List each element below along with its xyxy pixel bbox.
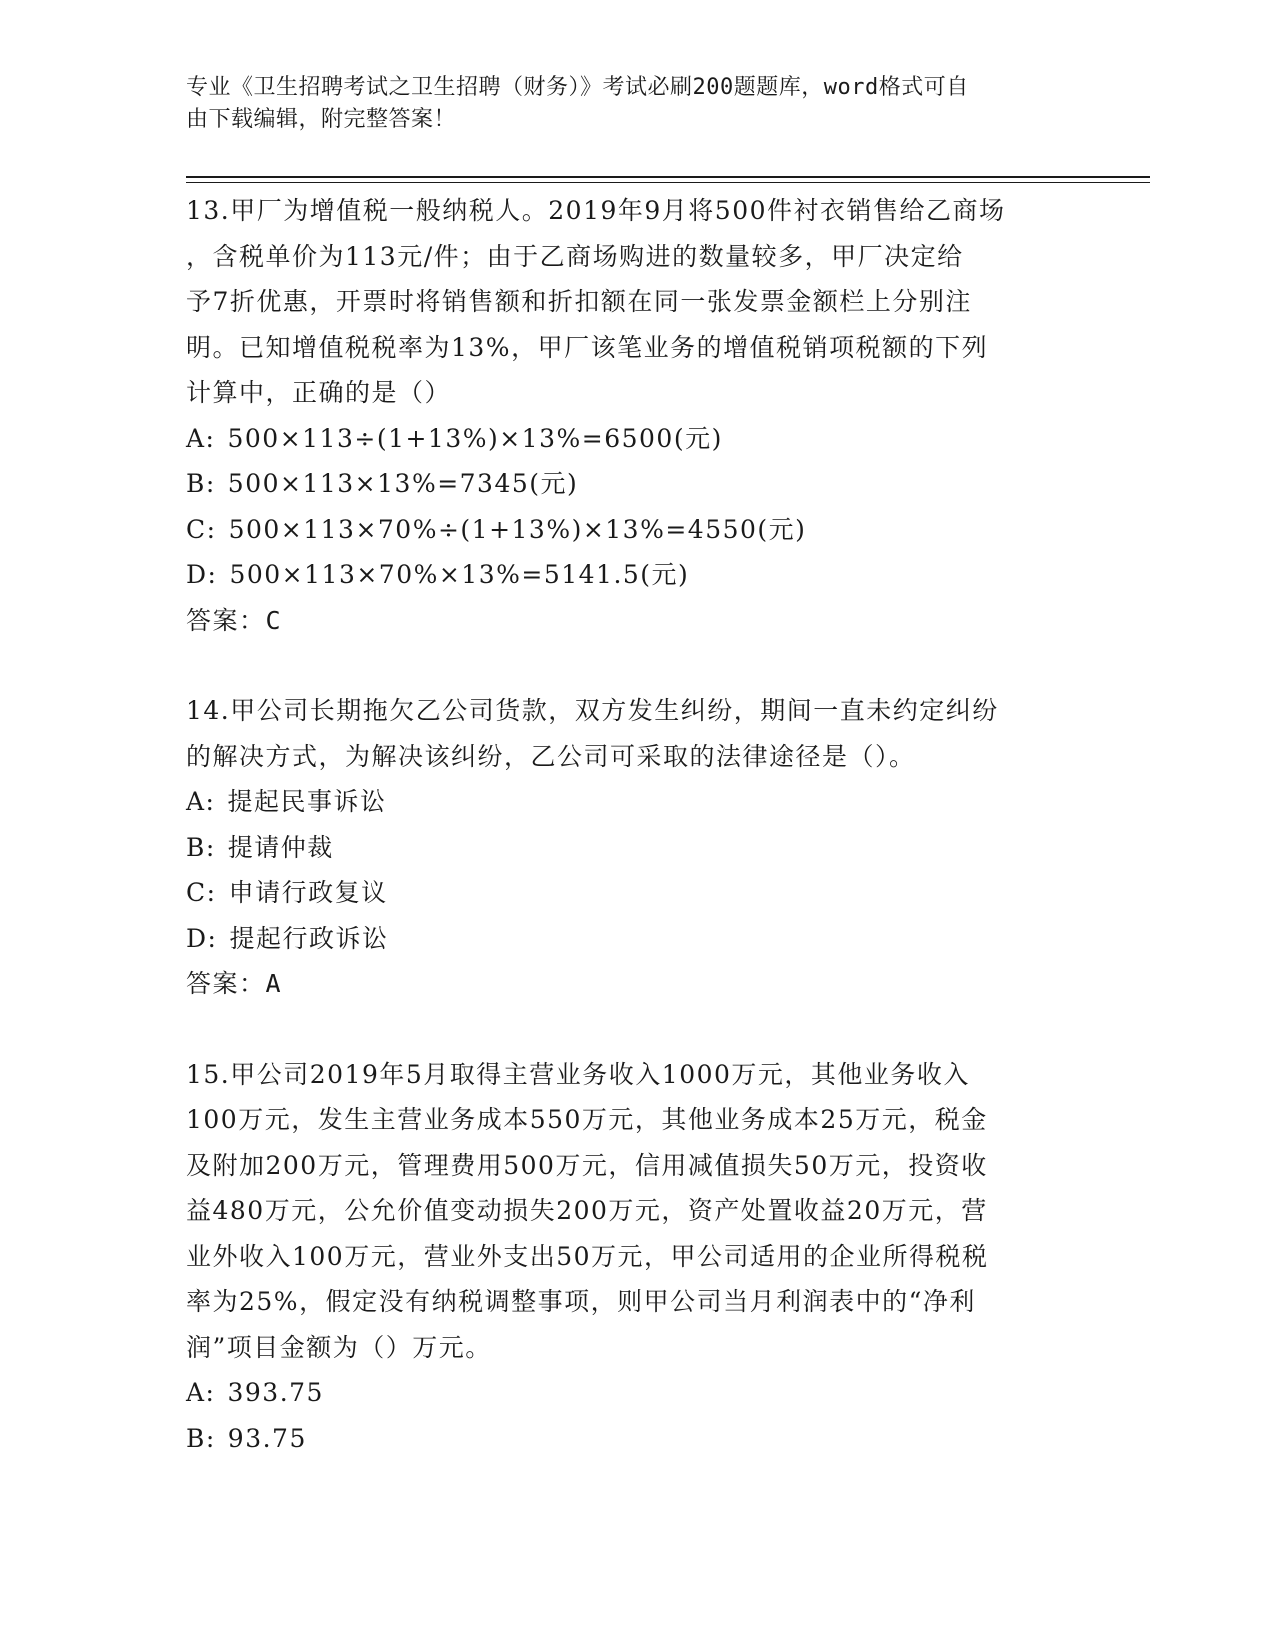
question-text-line: 100万元，发生主营业务成本550万元，其他业务成本25万元，税金: [186, 1105, 988, 1134]
option-c: [186, 870, 1086, 916]
question-text-line: 的解决方式，为解决该纠纷，乙公司可采取的法律途径是（）。: [186, 741, 916, 771]
option-letter: B:: [186, 469, 216, 498]
option-letter: C:: [186, 878, 217, 907]
option-c: [186, 507, 1086, 553]
option-text: 提起民事诉讼: [227, 787, 387, 816]
option-text: 提起行政诉讼: [229, 923, 389, 953]
option-letter: B:: [186, 832, 216, 862]
option-letter: A:: [186, 787, 216, 816]
answer-13: 答案：C: [186, 605, 283, 635]
header-divider-thick: [186, 176, 1150, 178]
question-text-line: 润”项目金额为（）万元。: [186, 1332, 492, 1362]
header-line-1: 专业《卫生招聘考试之卫生招聘（财务）》考试必刷200题题库，word格式可自: [186, 75, 969, 100]
option-d: [186, 552, 1086, 598]
answer-14: 答案：A: [186, 969, 283, 998]
option-b: [186, 461, 1086, 507]
question-14: [186, 688, 1086, 1007]
option-text: 提请仲裁: [227, 832, 334, 862]
option-d: [186, 916, 1086, 962]
option-text: 393.75: [227, 1378, 324, 1407]
option-b: [186, 1416, 1086, 1462]
header-line-2: 由下载编辑，附完整答案！: [186, 107, 457, 132]
option-letter: A:: [186, 1378, 216, 1407]
option-letter: C:: [186, 514, 217, 544]
option-text: 500×113×70%×13%=5141.5(元): [229, 560, 690, 589]
option-a: [186, 779, 1086, 825]
option-letter: B:: [186, 1423, 216, 1453]
question-text-line: 15.甲公司2019年5月取得主营业务收入1000万元，其他业务收入: [186, 1059, 970, 1089]
question-text-line: 及附加200万元，管理费用500万元，信用减值损失50万元，投资收: [186, 1150, 988, 1180]
option-text: 申请行政复议: [228, 878, 388, 907]
question-text-line: 明。已知增值税税率为13%，甲厂该笔业务的增值税销项税额的下列: [186, 332, 989, 362]
option-text: 500×113×70%÷(1+13%)×13%=4550(元): [228, 514, 807, 544]
question-text-line: 14.甲公司长期拖欠乙公司货款，双方发生纠纷，期间一直未约定纠纷: [186, 696, 999, 725]
option-a: [186, 416, 1086, 462]
option-a: [186, 1370, 1086, 1416]
option-letter: A:: [186, 423, 216, 453]
question-text-line: 率为25%，假定没有纳税调整事项，则甲公司当月利润表中的“净利: [186, 1287, 976, 1316]
spacer: [186, 1007, 1086, 1052]
question-text-line: 予7折优惠，开票时将销售额和折扣额在同一张发票金额栏上分别注: [186, 287, 972, 316]
option-b: [186, 825, 1086, 871]
question-text-line: 计算中，正确的是（）: [186, 378, 452, 407]
question-text-line: 业外收入100万元，营业外支出50万元，甲公司适用的企业所得税税: [186, 1241, 989, 1271]
question-list: [186, 188, 1086, 1461]
option-letter: D:: [186, 923, 218, 953]
document-header: [186, 72, 1066, 136]
question-15: [186, 1052, 1086, 1462]
option-letter: D:: [186, 560, 218, 589]
spacer: [186, 643, 1086, 688]
question-text-line: 益480万元，公允价值变动损失200万元，资产处置收益20万元，营: [186, 1196, 988, 1225]
option-text: 500×113÷(1+13%)×13%=6500(元): [227, 423, 723, 453]
question-14-text: [186, 688, 1086, 779]
header-divider-thin: [186, 182, 1150, 183]
question-text-line: ，含税单价为113元/件；由于乙商场购进的数量较多，甲厂决定给: [186, 241, 964, 271]
question-15-text: [186, 1052, 1086, 1371]
question-text-line: 13.甲厂为增值税一般纳税人。2019年9月将500件衬衣销售给乙商场: [186, 196, 1006, 225]
question-13: [186, 188, 1086, 643]
question-13-text: [186, 188, 1086, 416]
option-text: 500×113×13%=7345(元): [227, 469, 579, 498]
option-text: 93.75: [227, 1423, 307, 1453]
